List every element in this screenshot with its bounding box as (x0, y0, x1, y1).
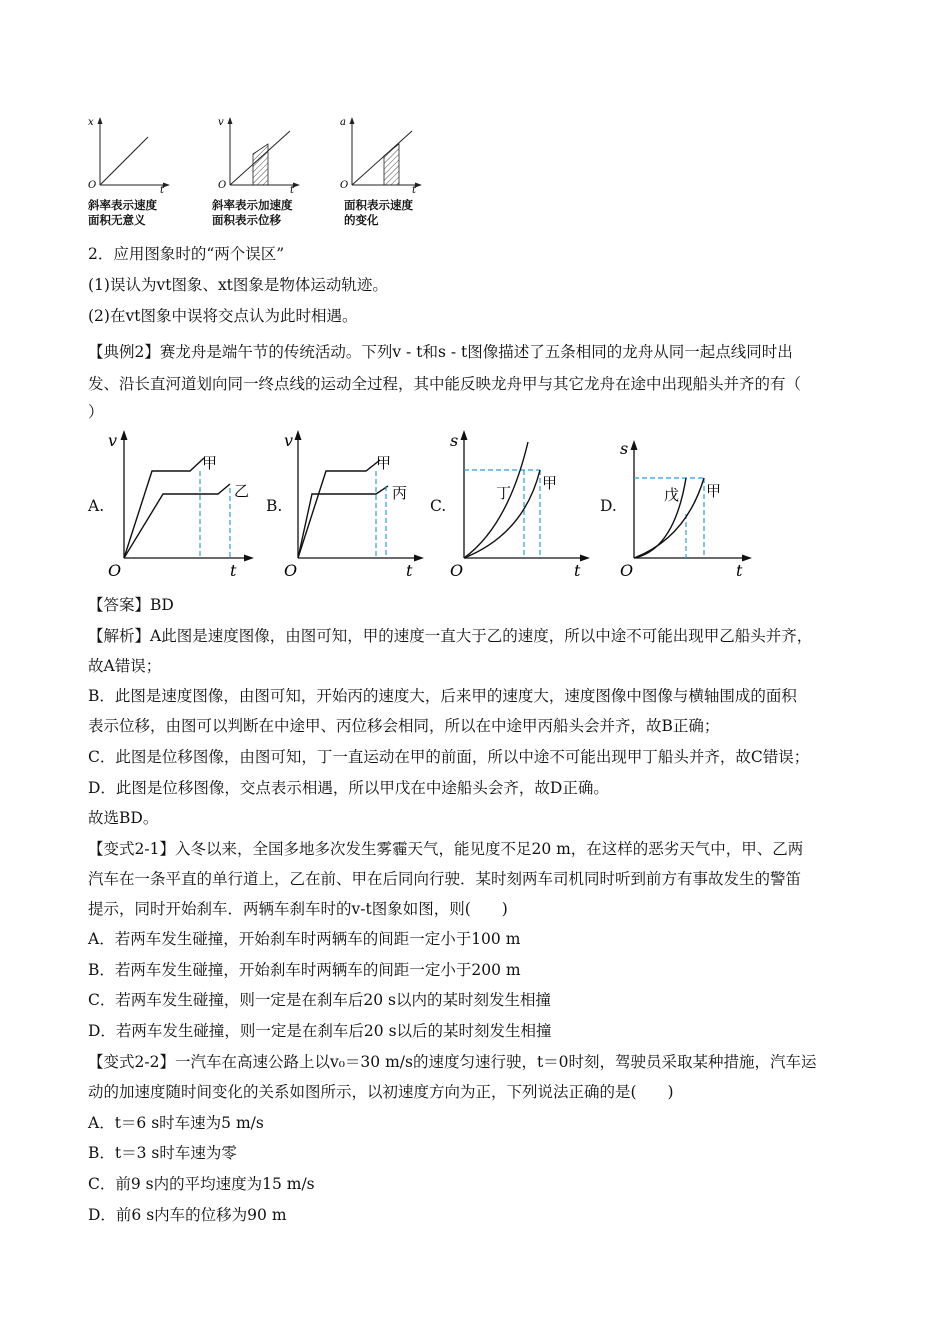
variant21-option-b: B．若两车发生碰撞，开始刹车时两辆车的间距一定小于200 m (88, 961, 521, 979)
c-x-label: t (574, 561, 581, 580)
analysis-line-4: 表示位移，由图可以判断在中途甲、丙位移会相同，所以在中途甲丙船头会并齐，故B正确； (88, 717, 720, 735)
analysis-line-2: 故A错误； (88, 657, 162, 675)
option-d-label: D. (600, 497, 617, 515)
option-a-label: A. (88, 497, 105, 515)
mini-graph-a-t (336, 115, 426, 195)
a-curve-jia: 甲 (202, 454, 218, 472)
c-origin: O (450, 561, 464, 580)
mini1-caption1: 斜率表示速度 (88, 198, 157, 212)
graph-option-a (100, 428, 260, 580)
variant21-option-a: A．若两车发生碰撞，开始刹车时两辆车的间距一定小于100 m (88, 930, 521, 948)
mini2-origin: O (218, 180, 227, 191)
mini2-x-label: t (290, 185, 295, 195)
variant22-option-b: B．t＝3 s时车速为零 (88, 1144, 237, 1162)
mini-graph-v-t (208, 115, 303, 195)
analysis-line-7: 故选BD。 (88, 809, 159, 827)
option-c-label: C. (430, 497, 447, 515)
mini2-y-label: v (218, 117, 224, 128)
b-origin: O (284, 561, 298, 580)
mini-graph-x-t (86, 115, 176, 195)
variant21-line-1: 【变式2-1】入冬以来，全国多地多次发生雾霾天气，能见度不足20 m，在这样的恶劣天气中，甲、乙两 (88, 840, 804, 858)
d-origin: O (620, 561, 634, 580)
mini1-y-label: x (88, 117, 94, 128)
a-origin: O (108, 561, 122, 580)
b-x-label: t (406, 561, 413, 580)
mini2-caption2: 面积表示位移 (212, 213, 281, 227)
a-y-label: v (108, 431, 118, 450)
option-b-label: B. (266, 497, 283, 515)
section2-item1: (1)误认为vt图象、xt图象是物体运动轨迹。 (88, 276, 388, 294)
b-y-label: v (284, 431, 294, 450)
graph-option-c (446, 426, 596, 580)
a-curve-yi: 乙 (234, 482, 250, 500)
section2-item2: (2)在vt图象中误将交点认为此时相遇。 (88, 307, 358, 325)
mini1-origin: O (88, 180, 97, 191)
mini3-origin: O (340, 180, 349, 191)
example2-line3: ） (88, 403, 104, 421)
analysis-line-5: C．此图是位移图像，由图可知，丁一直运动在甲的前面，所以中途不可能出现甲丁船头并齐，故C错误； (88, 748, 810, 766)
graph-option-b (278, 428, 428, 580)
analysis-line-6: D．此图是位移图像，交点表示相遇，所以甲戊在中途船头会齐，故D正确。 (88, 779, 609, 797)
variant22-line-1: 【变式2-2】一汽车在高速公路上以v₀＝30 m/s的速度匀速行驶，t＝0时刻，驾驶员采取某种措施，汽车运 (88, 1053, 817, 1071)
c-y-label: s (450, 431, 459, 450)
mini3-caption2: 的变化 (344, 213, 379, 227)
variant21-option-d: D．若两车发生碰撞，则一定是在刹车后20 s以后的某时刻发生相撞 (88, 1022, 552, 1040)
d-y-label: s (620, 439, 629, 458)
example2-answer: 【答案】BD (88, 596, 174, 614)
analysis-line-3: B．此图是速度图像，由图可知，开始丙的速度大，后来甲的速度大，速度图像中图像与横轴围成的面积 (88, 687, 797, 705)
d-x-label: t (736, 561, 743, 580)
c-curve-jia: 甲 (542, 474, 558, 492)
variant22-option-c: C．前9 s内的平均速度为15 m/s (88, 1175, 315, 1193)
b-curve-bing: 丙 (392, 484, 408, 502)
mini3-caption1: 面积表示速度 (344, 198, 413, 212)
example2-line1: 【典例2】赛龙舟是端午节的传统活动。下列v - t和s - t图像描述了五条相同的龙舟从同一起点线同时出 (88, 343, 793, 361)
variant22-line-2: 动的加速度随时间变化的关系如图所示，以初速度方向为正，下列说法正确的是( ) (88, 1083, 674, 1101)
d-curve-wu: 戊 (664, 486, 680, 504)
variant21-line-2: 汽车在一条平直的单行道上，乙在前、甲在后同向行驶．某时刻两车司机同时听到前方有事故发生的警笛 (88, 870, 802, 888)
d-curve-jia: 甲 (706, 482, 722, 500)
variant22-option-a: A．t＝6 s时车速为5 m/s (88, 1114, 264, 1132)
analysis-line-1: 【解析】A此图是速度图像，由图可知，甲的速度一直大于乙的速度，所以中途不可能出现甲乙船头并齐， (88, 627, 813, 645)
mini3-y-label: a (340, 117, 346, 128)
mini1-x-label: t (160, 185, 165, 195)
variant22-option-d: D．前6 s内车的位移为90 m (88, 1206, 287, 1224)
variant21-line-3: 提示，同时开始刹车．两辆车刹车时的v-t图象如图，则( ) (88, 900, 508, 918)
graph-option-d (616, 438, 756, 580)
example2-line2: 发、沿长直河道划向同一终点线的运动全过程，其中能反映龙舟甲与其它龙舟在途中出现船头并齐的有（ (88, 375, 802, 393)
mini3-x-label: t (412, 185, 417, 195)
mini2-caption1: 斜率表示加速度 (212, 198, 293, 212)
b-curve-jia: 甲 (376, 454, 392, 472)
section2-heading: 2．应用图象时的“两个误区” (88, 245, 285, 263)
mini1-caption2: 面积无意义 (88, 213, 146, 227)
a-x-label: t (230, 561, 237, 580)
c-curve-ding: 丁 (496, 484, 512, 502)
variant21-option-c: C．若两车发生碰撞，则一定是在刹车后20 s以内的某时刻发生相撞 (88, 991, 551, 1009)
